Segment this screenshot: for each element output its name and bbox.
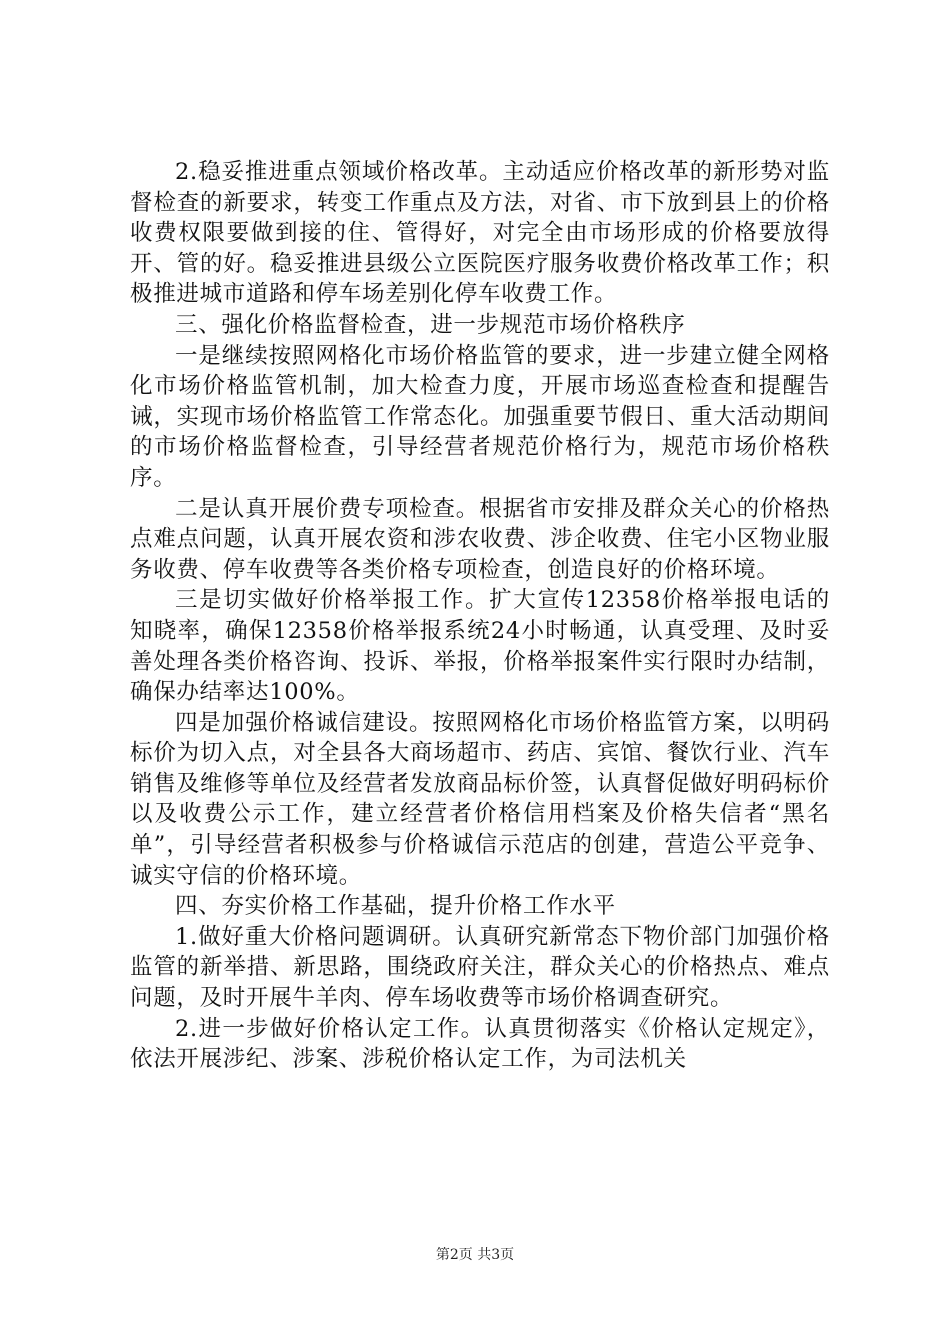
- paragraph-price-identification: 2.进一步做好价格认定工作。认真贯彻落实《价格认定规定》，依法开展涉纪、涉案、涉税价格认定工作，为司法机关: [130, 1015, 830, 1073]
- paragraph-price-research: 1.做好重大价格问题调研。认真研究新常态下物价部门加强价格监管的新举措、新思路，围绕政府关注，群众关心的价格热点、难点问题，及时开展牛羊肉、停车场收费等市场价格调查研究。: [130, 923, 830, 1012]
- paragraph-price-reform: 2.稳妥推进重点领域价格改革。主动适应价格改革的新形势对监督检查的新要求，转变工作重点及方法，对省、市下放到县上的价格收费权限要做到接的住、管得好，对完全由市场形成的价格要放得开、管的好。稳妥推进县级公立医院医疗服务收费价格改革工作；积极推进城市道路和停车场差别化停车收费工作。: [130, 159, 830, 308]
- document-body: [130, 157, 830, 1075]
- paragraph-grid-supervision: 一是继续按照网格化市场价格监管的要求，进一步建立健全网格化市场价格监管机制，加大检查力度，开展市场巡查检查和提醒告诫，实现市场价格监管工作常态化。加强重要节假日、重大活动期间的市场价格监督检查，引导经营者规范价格行为，规范市场价格秩序。: [130, 342, 830, 491]
- paragraph-special-inspection: 二是认真开展价费专项检查。根据省市安排及群众关心的价格热点难点问题，认真开展农资和涉农收费、涉企收费、住宅小区物业服务收费、停车收费等各类价格专项检查，创造良好的价格环境。: [130, 495, 830, 583]
- paragraph-price-integrity: 四是加强价格诚信建设。按照网格化市场价格监管方案，以明码标价为切入点，对全县各大商场超市、药店、宾馆、餐饮行业、汽车销售及维修等单位及经营者发放商品标价签，认真督促做好明码标价以及收费公示工作，建立经营者价格信用档案及价格失信者“黑名单”，引导经营者积极参与价格诚信示范店的创建，营造公平竞争、诚实守信的价格环境。: [130, 709, 830, 889]
- page-footer: 第2页 共3页: [435, 1247, 515, 1263]
- paragraph-price-reporting: 三是切实做好价格举报工作。扩大宣传12358价格举报电话的知晓率，确保12358价格举报系统24小时畅通，认真受理、及时妥善处理各类价格咨询、投诉、举报，价格举报案件实行限时办结制，确保办结率达100%。: [130, 587, 830, 706]
- heading-section-three: 三、强化价格监督检查，进一步规范市场价格秩序: [175, 311, 686, 338]
- heading-section-four: 四、夯实价格工作基础，提升价格工作水平: [175, 893, 616, 920]
